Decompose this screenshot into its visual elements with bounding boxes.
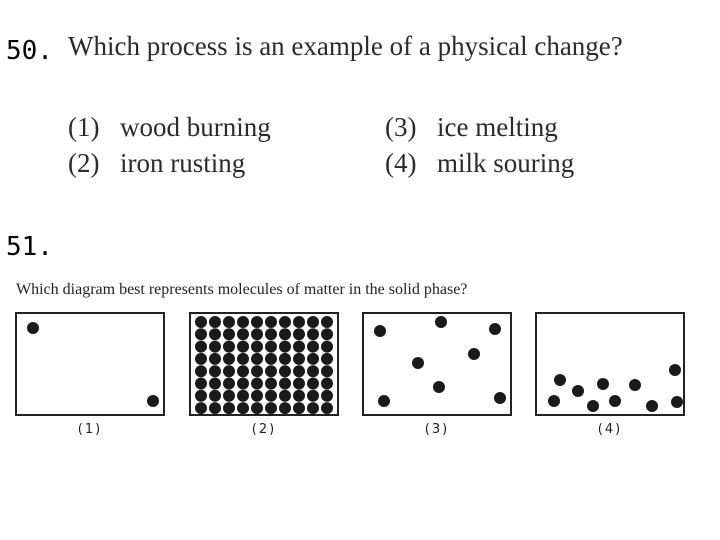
molecule-dot <box>223 402 235 414</box>
molecule-dot <box>265 341 277 353</box>
diagram-4-molecules <box>537 314 683 414</box>
molecule-dot <box>279 341 291 353</box>
molecule-dot <box>237 353 249 365</box>
molecule-dot <box>251 353 263 365</box>
molecule-dot <box>237 316 249 328</box>
molecule-dot <box>587 400 599 412</box>
molecule-dot <box>321 316 333 328</box>
molecule-dot <box>279 328 291 340</box>
molecule-dot <box>279 402 291 414</box>
molecule-dot <box>251 328 263 340</box>
diagram-1[interactable] <box>15 312 165 416</box>
molecule-dot <box>265 328 277 340</box>
molecule-dot <box>293 365 305 377</box>
molecule-dot <box>597 378 609 390</box>
molecule-dot <box>265 316 277 328</box>
choice-3-text: ice melting <box>437 112 558 142</box>
molecule-dot <box>554 374 566 386</box>
diagram-2-label: (2) <box>251 422 277 437</box>
molecule-dot <box>195 402 207 414</box>
choice-1-text: wood burning <box>120 112 271 142</box>
molecule-dot <box>307 328 319 340</box>
molecule-dot <box>223 365 235 377</box>
molecule-dot <box>237 365 249 377</box>
molecule-dot <box>195 316 207 328</box>
molecule-dot <box>307 316 319 328</box>
molecule-dot <box>195 365 207 377</box>
diagram-3[interactable] <box>362 312 512 416</box>
molecule-dot <box>468 348 480 360</box>
molecule-dot <box>251 402 263 414</box>
molecule-dot <box>209 328 221 340</box>
choice-1[interactable] <box>68 112 271 143</box>
choice-2[interactable] <box>68 148 245 179</box>
choice-3-number: (3) <box>385 112 417 142</box>
molecule-dot <box>321 365 333 377</box>
diagram-2-molecules <box>191 314 337 414</box>
molecule-dot <box>307 390 319 402</box>
molecule-dot <box>293 378 305 390</box>
molecule-dot <box>279 316 291 328</box>
molecule-dot <box>195 353 207 365</box>
choice-4[interactable] <box>385 148 574 179</box>
diagram-4-label: (4) <box>597 422 623 437</box>
molecule-dot <box>548 395 560 407</box>
molecule-dot <box>223 378 235 390</box>
molecule-dot <box>293 316 305 328</box>
molecule-dot <box>223 390 235 402</box>
choice-1-number: (1) <box>68 112 100 142</box>
molecule-dot <box>209 365 221 377</box>
diagram-3-label: (3) <box>424 422 450 437</box>
molecule-dot <box>293 390 305 402</box>
diagram-4[interactable] <box>535 312 685 416</box>
molecule-dot <box>489 323 501 335</box>
molecule-dot <box>646 400 658 412</box>
molecule-dot <box>321 390 333 402</box>
molecule-dot <box>433 381 445 393</box>
molecule-dot <box>321 402 333 414</box>
molecule-dot <box>321 378 333 390</box>
diagram-1-molecules <box>17 314 163 414</box>
diagram-3-molecules <box>364 314 510 414</box>
molecule-dot <box>209 402 221 414</box>
molecule-dot <box>412 357 424 369</box>
diagram-1-label: (1) <box>77 422 103 437</box>
molecule-dot <box>237 402 249 414</box>
choice-4-text: milk souring <box>437 148 575 178</box>
question-50-number: 50. <box>6 36 53 66</box>
molecule-dot <box>293 328 305 340</box>
molecule-dot <box>251 341 263 353</box>
molecule-dot <box>321 341 333 353</box>
molecule-dot <box>669 364 681 376</box>
molecule-dot <box>265 353 277 365</box>
molecule-dot <box>307 365 319 377</box>
molecule-dot <box>251 316 263 328</box>
molecule-dot <box>209 316 221 328</box>
choice-4-number: (4) <box>385 148 417 178</box>
molecule-dot <box>27 322 39 334</box>
molecule-dot <box>265 365 277 377</box>
molecule-dot <box>223 353 235 365</box>
molecule-dot <box>237 378 249 390</box>
molecule-dot <box>265 402 277 414</box>
molecule-dot <box>279 353 291 365</box>
molecule-dot <box>209 353 221 365</box>
molecule-dot <box>209 378 221 390</box>
molecule-dot <box>609 395 621 407</box>
molecule-dot <box>251 378 263 390</box>
molecule-dot <box>279 365 291 377</box>
question-51-number: 51. <box>6 232 53 262</box>
molecule-dot <box>307 341 319 353</box>
molecule-dot <box>279 378 291 390</box>
question-51-text: Which diagram best represents molecules of matter in the solid phase? <box>16 281 468 298</box>
molecule-dot <box>237 390 249 402</box>
molecule-dot <box>195 341 207 353</box>
molecule-dot <box>378 395 390 407</box>
molecule-dot <box>195 328 207 340</box>
molecule-dot <box>195 390 207 402</box>
molecule-dot <box>671 396 683 408</box>
molecule-dot <box>209 390 221 402</box>
molecule-dot <box>572 385 584 397</box>
question-50-text: Which process is an example of a physical change? <box>68 31 623 61</box>
molecule-dot <box>307 402 319 414</box>
molecule-dot <box>251 365 263 377</box>
molecule-dot <box>435 316 447 328</box>
molecule-dot <box>293 341 305 353</box>
molecule-dot <box>237 328 249 340</box>
molecule-dot <box>209 341 221 353</box>
molecule-dot <box>321 353 333 365</box>
molecule-dot <box>307 378 319 390</box>
molecule-dot <box>321 328 333 340</box>
choice-2-number: (2) <box>68 148 100 178</box>
molecule-dot <box>195 378 207 390</box>
molecule-dot <box>293 353 305 365</box>
molecule-dot <box>374 325 386 337</box>
molecule-dot <box>265 390 277 402</box>
molecule-dot <box>279 390 291 402</box>
molecule-dot <box>223 328 235 340</box>
molecule-dot <box>629 379 641 391</box>
molecule-dot <box>223 341 235 353</box>
molecule-dot <box>223 316 235 328</box>
molecule-dot <box>251 390 263 402</box>
molecule-dot <box>494 392 506 404</box>
molecule-dot <box>293 402 305 414</box>
choice-3[interactable] <box>385 112 558 143</box>
molecule-dot <box>265 378 277 390</box>
molecule-dot <box>307 353 319 365</box>
choice-2-text: iron rusting <box>120 148 246 178</box>
molecule-dot <box>237 341 249 353</box>
diagram-2[interactable] <box>189 312 339 416</box>
molecule-dot <box>147 395 159 407</box>
